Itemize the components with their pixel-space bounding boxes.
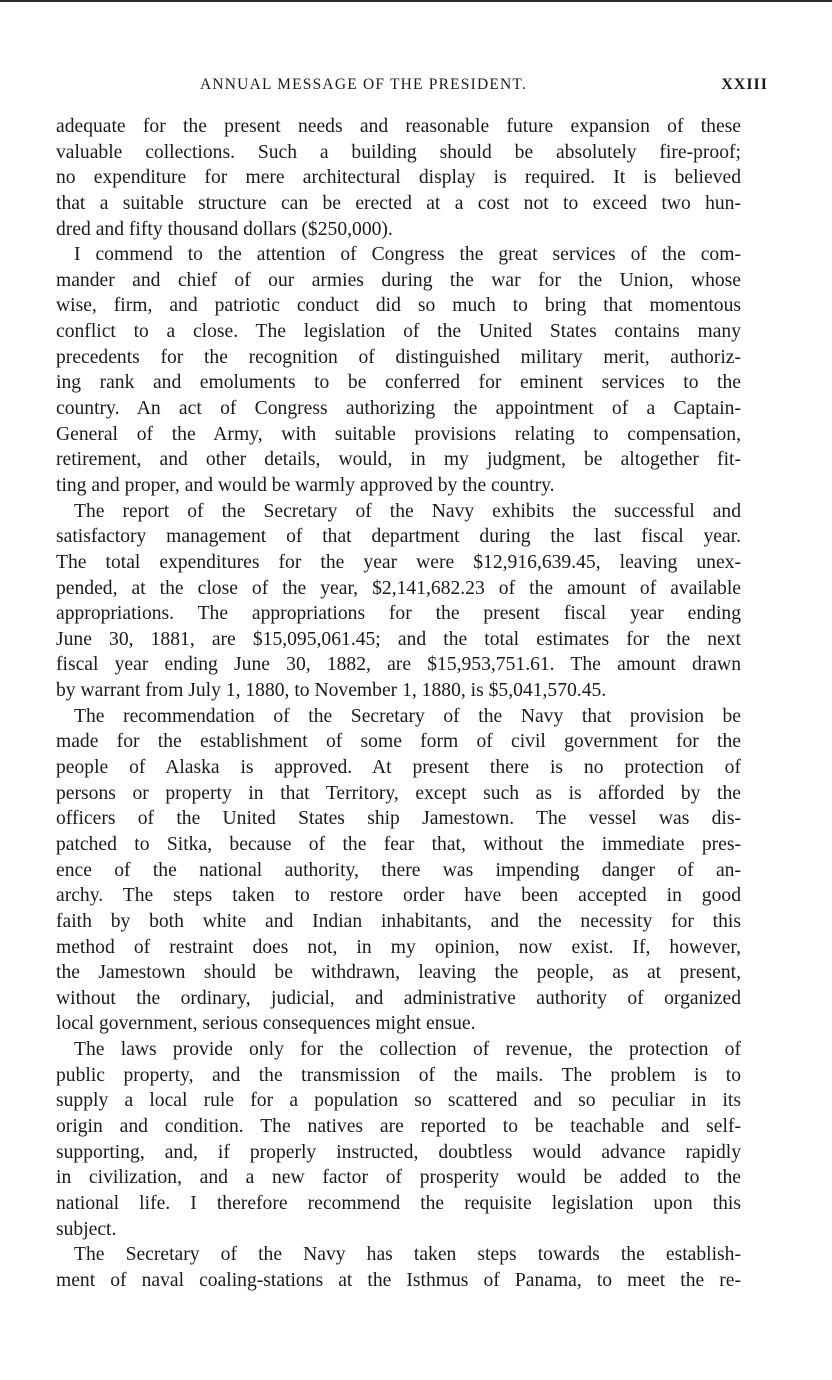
text-line: no expenditure for mere architectural display is required. It is believed bbox=[56, 167, 741, 189]
text-line: General of the Army, with suitable provisions relating to compensation, bbox=[56, 423, 741, 445]
paragraph-coaling-stations bbox=[56, 1242, 741, 1293]
text-line: mander and chief of our armies during the war for the Union, whose bbox=[56, 269, 741, 291]
text-line: The laws provide only for the collection of revenue, the protection of bbox=[74, 1039, 741, 1061]
paragraph-national-museum bbox=[56, 114, 741, 242]
text-line: wise, firm, and patriotic conduct did so much to bring that momentous bbox=[56, 295, 741, 317]
text-line: persons or property in that Territory, except such as is afforded by the bbox=[56, 782, 741, 804]
text-line: patched to Sitka, because of the fear that, without the immediate pres- bbox=[56, 833, 741, 855]
paragraph-captain-general bbox=[56, 242, 741, 498]
text-line: without the ordinary, judicial, and administrative authority of organized bbox=[56, 987, 741, 1009]
running-title: ANNUAL MESSAGE OF THE PRESIDENT. bbox=[200, 76, 528, 93]
text-line: June 30, 1881, are $15,095,061.45; and the total estimates for the next bbox=[56, 628, 741, 650]
text-line: I commend to the attention of Congress the great services of the com- bbox=[74, 244, 741, 266]
text-line: subject. bbox=[56, 1218, 117, 1240]
text-line: in civilization, and a new factor of prosperity would be added to the bbox=[56, 1167, 741, 1189]
text-line: The recommendation of the Secretary of the Navy that provision be bbox=[74, 705, 741, 727]
text-line: national life. I therefore recommend the requisite legislation upon this bbox=[56, 1192, 741, 1214]
text-line: pended, at the close of the year, $2,141,682.23 of the amount of available bbox=[56, 577, 741, 599]
text-line: officers of the United States ship Jamestown. The vessel was dis- bbox=[56, 808, 741, 830]
running-header bbox=[56, 76, 768, 98]
text-line: supporting, and, if properly instructed, doubtless would advance rapidly bbox=[56, 1141, 741, 1163]
text-line: valuable collections. Such a building should be absolutely fire-proof; bbox=[56, 141, 741, 163]
text-line: the Jamestown should be withdrawn, leaving the people, as at present, bbox=[56, 962, 741, 984]
text-line: satisfactory management of that department during the last fiscal year. bbox=[56, 526, 741, 548]
text-line: faith by both white and Indian inhabitants, and the necessity for this bbox=[56, 910, 741, 932]
text-line: that a suitable structure can be erected at a cost not to exceed two hun- bbox=[56, 192, 741, 214]
text-line: country. An act of Congress authorizing the appointment of a Captain- bbox=[56, 398, 741, 420]
body-text bbox=[56, 114, 741, 1293]
text-line: made for the establishment of some form of civil government for the bbox=[56, 731, 741, 753]
text-line: precedents for the recognition of distinguished military merit, authoriz- bbox=[56, 346, 741, 368]
text-line: The total expenditures for the year were $12,916,639.45, leaving unex- bbox=[56, 551, 741, 573]
page-number: XXIII bbox=[721, 76, 768, 93]
text-line: origin and condition. The natives are reported to be teachable and self- bbox=[56, 1115, 741, 1137]
paragraph-alaska-government bbox=[56, 704, 741, 1037]
text-line: appropriations. The appropriations for the present fiscal year ending bbox=[56, 603, 741, 625]
text-line: dred and fifty thousand dollars ($250,000). bbox=[56, 218, 393, 240]
text-line: retirement, and other details, would, in my judgment, be altogether fit- bbox=[56, 449, 741, 471]
text-line: archy. The steps taken to restore order have been accepted in good bbox=[56, 885, 741, 907]
text-line: The report of the Secretary of the Navy exhibits the successful and bbox=[74, 500, 741, 522]
text-line: method of restraint does not, in my opinion, now exist. If, however, bbox=[56, 936, 741, 958]
text-line: public property, and the transmission of the mails. The problem is to bbox=[56, 1064, 741, 1086]
text-line: ting and proper, and would be warmly approved by the country. bbox=[56, 474, 555, 496]
text-line: The Secretary of the Navy has taken steps towards the establish- bbox=[74, 1244, 741, 1266]
paragraph-navy-report bbox=[56, 499, 741, 704]
text-line: ing rank and emoluments to be conferred for eminent services to the bbox=[56, 372, 741, 394]
text-line: local government, serious consequences might ensue. bbox=[56, 1013, 476, 1035]
text-line: conflict to a close. The legislation of the United States contains many bbox=[56, 321, 741, 343]
text-line: by warrant from July 1, 1880, to November 1, 1880, is $5,041,570.45. bbox=[56, 680, 607, 702]
text-line: people of Alaska is approved. At present there is no protection of bbox=[56, 757, 741, 779]
text-line: ment of naval coaling-stations at the Isthmus of Panama, to meet the re- bbox=[56, 1269, 741, 1291]
text-line: fiscal year ending June 30, 1882, are $15,953,751.61. The amount drawn bbox=[56, 654, 741, 676]
top-border-rule bbox=[0, 0, 832, 2]
text-line: adequate for the present needs and reasonable future expansion of these bbox=[56, 116, 741, 137]
paragraph-alaska-laws bbox=[56, 1037, 741, 1242]
text-line: ence of the national authority, there was impending danger of an- bbox=[56, 859, 741, 881]
text-line: supply a local rule for a population so scattered and so peculiar in its bbox=[56, 1090, 741, 1112]
